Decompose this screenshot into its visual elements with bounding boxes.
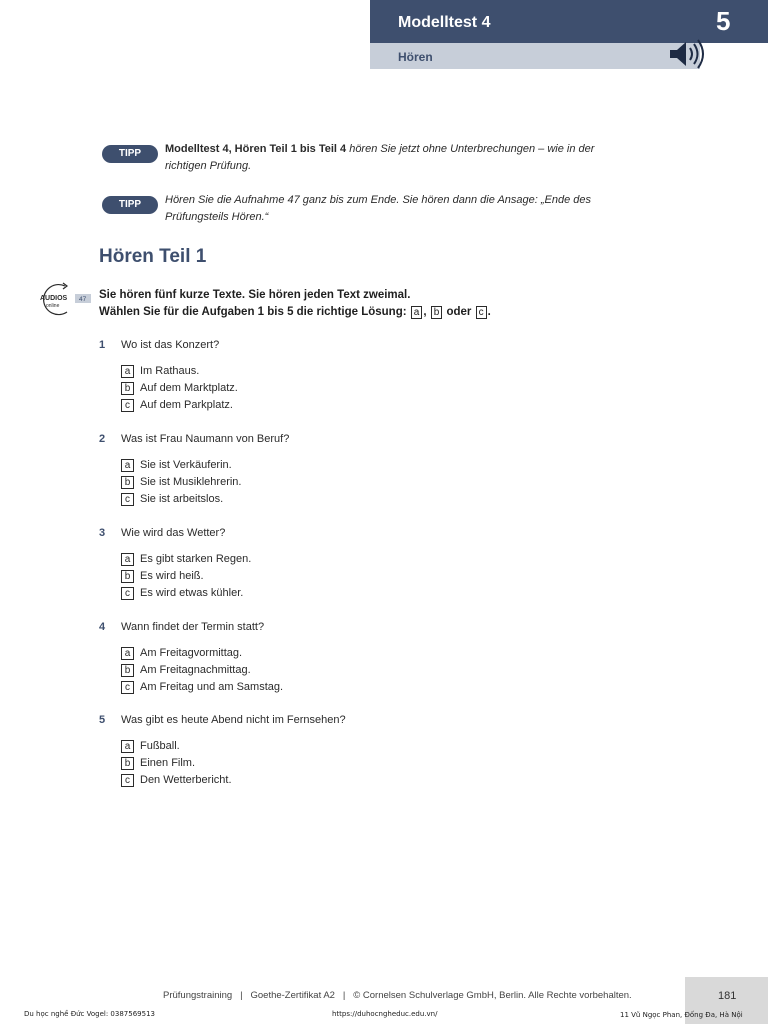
question-text: Wo ist das Konzert? [121,339,220,351]
option-a[interactable]: a Fußball. [121,739,599,756]
option-a[interactable]: a Im Rathaus. [121,364,599,381]
question-number: 3 [99,527,106,539]
checkbox-c[interactable]: c [121,681,134,694]
speaker-icon[interactable] [660,38,712,70]
instructions [99,287,491,321]
checkbox-a[interactable]: a [121,647,134,660]
checkbox-b[interactable]: b [121,570,134,583]
audio-online-icon[interactable] [35,280,93,318]
question-3 [99,527,599,603]
question-text: Wann findet der Termin statt? [121,621,265,633]
option-a[interactable]: a Am Freitagvormittag. [121,646,599,663]
watermark-phone: Du học nghề Đức Vogel: 0387569513 [24,1010,155,1018]
question-2 [99,433,599,509]
option-a[interactable]: a Es gibt starken Regen. [121,552,599,569]
tip-bold: Modelltest 4, Hören Teil 1 bis Teil 4 [165,143,347,155]
chapter-number: 5 [716,6,731,36]
tipp-badge: TIPP [102,196,158,214]
checkbox-b[interactable]: b [121,757,134,770]
question-number: 5 [99,714,106,726]
option-c[interactable]: c Auf dem Parkplatz. [121,398,599,415]
instruction-line-2: Wählen Sie für die Aufgaben 1 bis 5 die richtige Lösung: a , b oder c . [99,306,491,318]
option-c[interactable]: c Den Wetterbericht. [121,773,599,790]
checkbox-a[interactable]: a [121,459,134,472]
checkbox-a[interactable]: a [121,553,134,566]
checkbox-c[interactable]: c [121,774,134,787]
checkbox-a[interactable]: a [121,740,134,753]
section-title: Hören Teil 1 [99,246,207,267]
option-c[interactable]: c Am Freitag und am Samstag. [121,680,599,697]
audio-sub: online [46,303,60,309]
checkbox-c[interactable]: c [121,399,134,412]
option-b[interactable]: b Es wird heiß. [121,569,599,586]
page-number: 181 [718,990,737,1002]
checkbox-b[interactable]: b [121,382,134,395]
instr-box-a: a [411,306,423,319]
question-number: 2 [99,433,106,445]
question-4 [99,621,599,697]
option-c[interactable]: c Es wird etwas kühler. [121,586,599,603]
tip-text [165,192,635,226]
instruction-line-1: Sie hören fünf kurze Texte. Sie hören jeden Text zweimal. [99,289,411,301]
subheader-label: Hören [398,50,433,64]
instr-box-c: c [476,306,487,319]
audio-track-number: 47 [79,296,87,303]
instr-box-b: b [431,306,443,319]
question-number: 4 [99,621,106,633]
question-1 [99,339,599,415]
audio-label: AUDIOS [40,295,68,302]
option-c[interactable]: c Sie ist arbeitslos. [121,492,599,509]
option-b[interactable]: b Auf dem Marktplatz. [121,381,599,398]
option-b[interactable]: b Am Freitagnachmittag. [121,663,599,680]
tip-italic: Hören Sie die Aufnahme 47 ganz bis zum Ende. Sie hören dann die Ansage: „Ende des Prüfungsteils Hören.“ [165,194,592,223]
tip-italic: hören Sie jetzt ohne Unterbrechungen – wie in der richtigen Prüfung. [165,143,595,172]
checkbox-b[interactable]: b [121,476,134,489]
footer-text: Prüfungstraining | Goethe-Zertifikat A2 | © Cornelsen Schulverlage GmbH, Berlin. Alle Rechte vorbehalten. [163,990,632,1001]
question-number: 1 [99,339,106,351]
option-b[interactable]: b Sie ist Musiklehrerin. [121,475,599,492]
option-b[interactable]: b Einen Film. [121,756,599,773]
checkbox-a[interactable]: a [121,365,134,378]
tip-text [165,141,635,175]
checkbox-c[interactable]: c [121,587,134,600]
page-title: Modelltest 4 [398,14,491,31]
question-text: Was gibt es heute Abend nicht im Fernsehen? [121,714,346,726]
checkbox-b[interactable]: b [121,664,134,677]
question-5 [99,714,599,790]
checkbox-c[interactable]: c [121,493,134,506]
option-a[interactable]: a Sie ist Verkäuferin. [121,458,599,475]
watermark-url[interactable]: https://duhocngheduc.edu.vn/ [332,1010,438,1018]
question-text: Was ist Frau Naumann von Beruf? [121,433,290,445]
watermark-address: 11 Vũ Ngọc Phan, Đống Đa, Hà Nội [620,1011,743,1019]
question-text: Wie wird das Wetter? [121,527,226,539]
tipp-badge: TIPP [102,145,158,163]
